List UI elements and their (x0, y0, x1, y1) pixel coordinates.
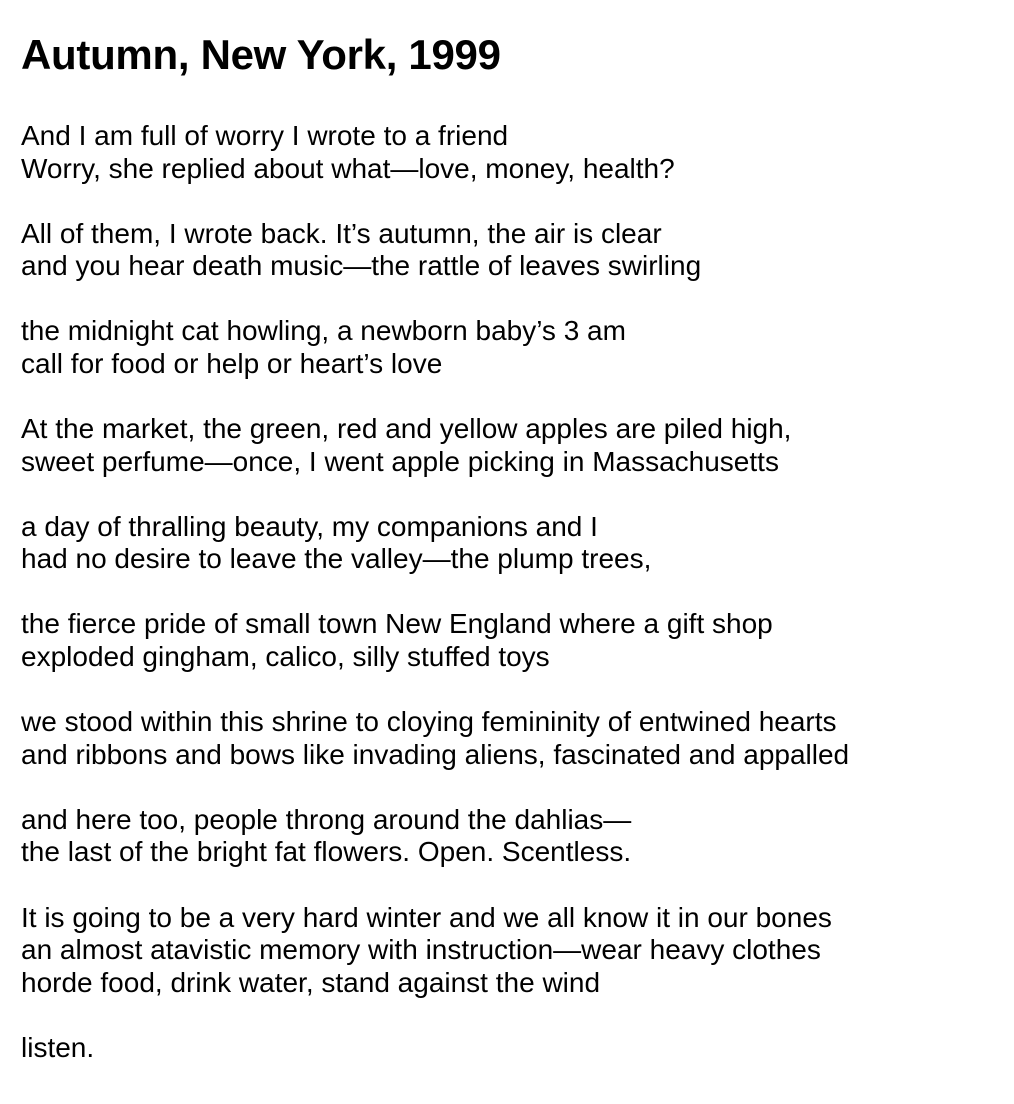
poem-body (21, 120, 1004, 1064)
poem-line: and ribbons and bows like invading aliens, fascinated and appalled (21, 738, 850, 770)
stanza (21, 315, 1004, 380)
stanza (21, 706, 1004, 771)
poem-line: the midnight cat howling, a newborn baby’s 3 am (21, 315, 626, 347)
stanza (21, 902, 1004, 1000)
poem-line: exploded gingham, calico, silly stuffed toys (21, 641, 550, 673)
stanza (21, 1032, 1004, 1065)
poem-line: horde food, drink water, stand against the wind (21, 966, 601, 998)
poem-page (21, 29, 1004, 1097)
poem-line: a day of thralling beauty, my companions and I (21, 510, 598, 542)
stanza (21, 413, 1004, 478)
poem-line: And I am full of worry I wrote to a friend (21, 120, 509, 151)
poem-line: an almost atavistic memory with instruction—wear heavy clothes (21, 934, 821, 966)
poem-line: had no desire to leave the valley—the plump trees, (21, 543, 652, 575)
poem-line: sweet perfume—once, I went apple picking in Massachusetts (21, 445, 779, 477)
poem-line: At the market, the green, red and yellow apples are piled high, (21, 413, 792, 445)
poem-line: the fierce pride of small town New England where a gift shop (21, 608, 773, 640)
stanza (21, 120, 1004, 185)
poem-line: and here too, people throng around the dahlias— (21, 803, 632, 835)
poem-line: Worry, she replied about what—love, money, health? (21, 152, 675, 184)
poem-title: Autumn, New York, 1999 (21, 31, 501, 78)
poem-line: and you hear death music—the rattle of leaves swirling (21, 250, 702, 282)
poem-line: listen. (21, 1031, 95, 1063)
stanza (21, 804, 1004, 869)
stanza (21, 511, 1004, 576)
poem-line: All of them, I wrote back. It’s autumn, the air is clear (21, 217, 662, 249)
stanza (21, 608, 1004, 673)
poem-line: It is going to be a very hard winter and we all know it in our bones (21, 901, 832, 933)
poem-line: the last of the bright fat flowers. Open. Scentless. (21, 836, 632, 868)
poem-line: call for food or help or heart’s love (21, 347, 443, 379)
stanza (21, 218, 1004, 283)
poem-line: we stood within this shrine to cloying femininity of entwined hearts (21, 706, 837, 738)
